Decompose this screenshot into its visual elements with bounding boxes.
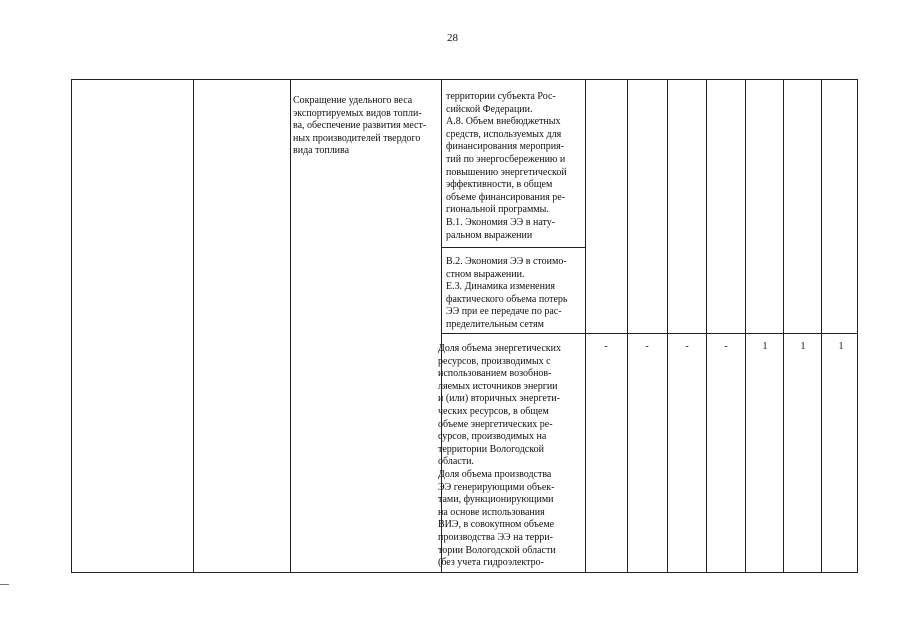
column-divider — [821, 80, 822, 572]
objective-cell: Сокращение удельного веса экспортируемых видов топли- ва, обеспечение развития мест- ных производителей твердого вида топлива — [293, 95, 427, 157]
column-divider — [783, 80, 784, 572]
column-divider — [193, 80, 194, 572]
value-cell: - — [724, 341, 728, 352]
column-divider — [290, 80, 291, 572]
value-cell: - — [685, 341, 689, 352]
indicator-cell: территории субъекта Рос- сийской Федерации. А.8. Объем внебюджетных средств, используемых для финансирования мероприя- тий по энергосбережению и повышению энергетической эффективности, в общем объеме финансирования ре- гиональной программы. В.1. Экономия ЭЭ в нату- ральном выражении — [446, 91, 567, 241]
value-cell: - — [645, 341, 649, 352]
column-divider — [706, 80, 707, 572]
indicator-cell: В.2. Экономия ЭЭ в стоимо- стном выражении. Е.3. Динамика изменения фактического объема потерь ЭЭ при ее передаче по рас- пределительным сетям — [446, 256, 568, 330]
value-cell: 1 — [762, 341, 768, 352]
row-divider — [441, 333, 858, 334]
value-cell: 1 — [800, 341, 806, 352]
column-divider — [667, 80, 668, 572]
margin-mark — [0, 584, 9, 585]
indicator-cell: Доля объема энергетических ресурсов, производимых с использованием возобнов- ляемых источников энергии и (или) вторичных энергети- ческих ресурсов, в общем объеме энергетических ре- сурсов, производимых на территории Вологодской области. Доля объема производства ЭЭ генерирующими объек- тами, функционирующими на основе использования ВИЭ, в совокупном объеме производства ЭЭ на терри- тории Вологодской области (без учета гидроэлектро- — [438, 343, 562, 569]
value-cell: 1 — [838, 341, 844, 352]
row-divider — [441, 247, 585, 248]
page-number: 28 — [447, 32, 458, 44]
column-divider — [745, 80, 746, 572]
value-cell: - — [604, 341, 608, 352]
column-divider — [627, 80, 628, 572]
indicators-table — [71, 79, 858, 573]
